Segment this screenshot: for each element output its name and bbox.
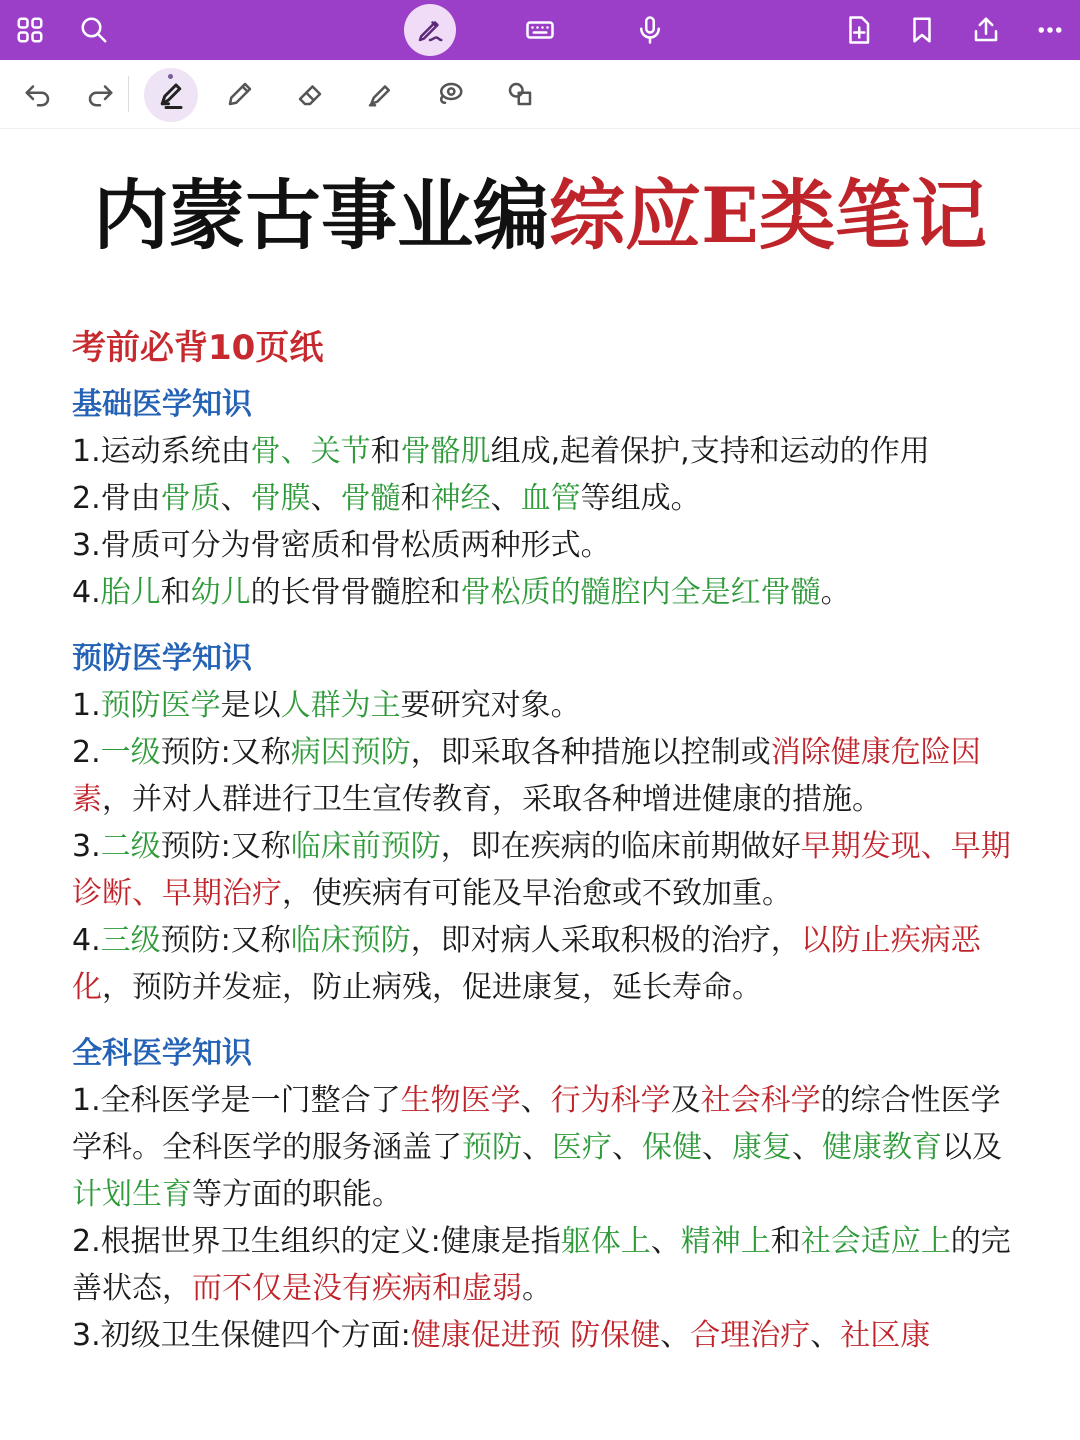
plain-text: 、: [522, 1130, 552, 1165]
plain-text: 。: [522, 1271, 552, 1306]
highlight-green-text: 临床预防: [290, 923, 411, 958]
highlight-red-text: 消除健康危险因素: [72, 735, 981, 817]
section-heading: 基础医学知识: [72, 387, 252, 422]
plain-text: 和: [770, 1224, 801, 1259]
highlight-green-text: 二级: [100, 829, 161, 864]
highlight-green-text: 病因预防: [290, 735, 411, 770]
plain-text: 、: [702, 1130, 732, 1165]
plain-text: 3.: [72, 829, 101, 864]
plain-text: ，即在疾病的临床前期做好: [440, 829, 801, 864]
plain-text: ，并对人群进行卫生宣传教育，采取各种增进健康的措施。: [102, 782, 882, 817]
plain-text: 1.全科医学是一门整合了: [72, 1083, 401, 1118]
redo-icon[interactable]: [80, 74, 120, 114]
bluetooth-pen-icon[interactable]: [144, 68, 198, 122]
highlight-red-text: 健康促进预 防保健: [410, 1318, 661, 1353]
highlight-green-text: 健康教育: [822, 1130, 942, 1165]
pencil-icon[interactable]: [220, 74, 260, 114]
plain-text: ，即采取各种措施以控制或: [410, 735, 771, 770]
highlight-red-text: 社会科学: [700, 1083, 821, 1118]
plain-text: 、: [490, 481, 521, 516]
section-heading: 全科医学知识: [72, 1036, 252, 1071]
highlight-green-text: 保健: [642, 1130, 702, 1165]
plain-text: 和: [160, 575, 191, 610]
bluetooth-dot-icon: [168, 74, 173, 79]
grid-icon[interactable]: [10, 10, 50, 50]
section: [72, 382, 1017, 616]
section: [72, 1031, 1017, 1359]
plain-text: 的综合性医学学科。全科医学的服务涵盖了: [72, 1083, 1001, 1165]
plain-text: 要研究对象。: [400, 688, 581, 723]
section: [72, 636, 1017, 1011]
highlight-red-text: 早期发现、早期诊断、早期治疗: [72, 829, 1011, 911]
search-icon[interactable]: [74, 10, 114, 50]
highlight-green-text: 预防: [462, 1130, 522, 1165]
lasso-icon[interactable]: [430, 74, 470, 114]
plain-text: 3.初级卫生保健四个方面:: [72, 1318, 411, 1353]
highlight-green-text: 胎儿: [100, 575, 161, 610]
note-paragraph: [72, 917, 1017, 1011]
plain-text: 预防:又称: [160, 735, 291, 770]
plain-text: 是以: [220, 688, 281, 723]
highlight-red-text: 而不仅是没有疾病和虚弱: [192, 1271, 522, 1306]
highlight-green-text: 计划生育: [72, 1177, 192, 1212]
plain-text: 、: [660, 1318, 691, 1353]
highlight-green-text: 骨质: [160, 481, 221, 516]
plain-text: 4.: [72, 923, 101, 958]
pen-active-icon[interactable]: [404, 4, 456, 56]
highlight-green-text: 医疗: [552, 1130, 612, 1165]
highlight-green-text: 康复: [732, 1130, 792, 1165]
plain-text: 以及: [942, 1130, 1002, 1165]
highlight-green-text: 骨骼肌: [400, 434, 491, 469]
note-paragraph: [72, 522, 1017, 569]
highlight-green-text: 骨松质的髓腔内全是红骨髓: [460, 575, 821, 610]
plain-text: 、: [310, 481, 341, 516]
eraser-icon[interactable]: [290, 74, 330, 114]
highlight-green-text: 社会适应上: [800, 1224, 951, 1259]
shapes-icon[interactable]: [500, 74, 540, 114]
plain-text: 的完善状态，: [72, 1224, 1011, 1306]
highlight-green-text: 临床前预防: [290, 829, 441, 864]
plain-text: 、: [792, 1130, 822, 1165]
highlight-green-text: 幼儿: [190, 575, 251, 610]
plain-text: 等组成。: [580, 481, 701, 516]
highlight-green-text: 骨、关节: [250, 434, 371, 469]
top-app-bar: [0, 0, 1080, 60]
highlighter-icon[interactable]: [360, 74, 400, 114]
plain-text: 3.骨质可分为骨密质和骨松质两种形式。: [72, 528, 611, 563]
note-paragraph: [72, 1312, 1017, 1359]
page-title: [0, 168, 1080, 264]
subtitle: 考前必背10页纸: [72, 328, 324, 368]
plain-text: 1.: [72, 688, 101, 723]
share-icon[interactable]: [966, 10, 1006, 50]
note-paragraph: [72, 569, 1017, 616]
plain-text: 、: [650, 1224, 681, 1259]
more-icon[interactable]: [1030, 10, 1070, 50]
plain-text: 、: [220, 481, 251, 516]
toolbar-divider: [128, 76, 129, 112]
note-paragraph: [72, 682, 1017, 729]
plain-text: 4.: [72, 575, 101, 610]
section-heading: 预防医学知识: [72, 641, 252, 676]
plain-text: 组成,起着保护,支持和运动的作用: [490, 434, 930, 469]
plain-text: 2.: [72, 735, 101, 770]
sections-container: [72, 382, 1017, 1359]
plain-text: 1.运动系统由: [72, 434, 251, 469]
plain-text: 和: [400, 481, 431, 516]
plain-text: 等方面的职能。: [192, 1177, 402, 1212]
highlight-green-text: 骨膜: [250, 481, 311, 516]
keyboard-icon[interactable]: [520, 10, 560, 50]
microphone-icon[interactable]: [630, 10, 670, 50]
plain-text: 。: [820, 575, 851, 610]
highlight-red-text: 合理治疗: [690, 1318, 811, 1353]
plain-text: 预防:又称: [160, 829, 291, 864]
note-paragraph: [72, 475, 1017, 522]
highlight-green-text: 躯体上: [560, 1224, 651, 1259]
highlight-red-text: 行为科学: [550, 1083, 671, 1118]
plain-text: 2.骨由: [72, 481, 161, 516]
highlight-green-text: 神经: [430, 481, 491, 516]
note-paragraph: [72, 1218, 1017, 1312]
highlight-green-text: 精神上: [680, 1224, 771, 1259]
add-page-icon[interactable]: [838, 10, 878, 50]
highlight-red-text: 以防止疾病恶化: [72, 923, 981, 1005]
highlight-green-text: 人群为主: [280, 688, 401, 723]
plain-text: 、: [810, 1318, 841, 1353]
note-paragraph: [72, 1077, 1017, 1218]
note-paragraph: [72, 823, 1017, 917]
title-red-part: 综应E类笔记: [549, 171, 987, 260]
highlight-green-text: 骨髓: [340, 481, 401, 516]
note-content: [72, 320, 1017, 1379]
highlight-red-text: 生物医学: [400, 1083, 521, 1118]
undo-icon[interactable]: [18, 74, 58, 114]
title-black-part: 内蒙古事业编: [93, 171, 550, 260]
highlight-green-text: 三级: [100, 923, 161, 958]
plain-text: 及: [670, 1083, 701, 1118]
note-paragraph: [72, 428, 1017, 475]
plain-text: 预防:又称: [160, 923, 291, 958]
highlight-green-text: 血管: [520, 481, 581, 516]
highlight-green-text: 一级: [100, 735, 161, 770]
plain-text: ，即对病人采取积极的治疗，: [410, 923, 801, 958]
plain-text: ，使疾病有可能及早治愈或不致加重。: [282, 876, 792, 911]
plain-text: 、: [520, 1083, 551, 1118]
plain-text: 、: [612, 1130, 642, 1165]
highlight-green-text: 预防医学: [100, 688, 221, 723]
highlight-red-text: 社区康: [840, 1318, 931, 1353]
note-paragraph: [72, 729, 1017, 823]
bookmark-icon[interactable]: [902, 10, 942, 50]
plain-text: 的长骨骨髓腔和: [250, 575, 461, 610]
plain-text: 和: [370, 434, 401, 469]
plain-text: ，预防并发症，防止病残，促进康复，延长寿命。: [102, 970, 762, 1005]
plain-text: 2.根据世界卫生组织的定义:健康是指: [72, 1224, 561, 1259]
